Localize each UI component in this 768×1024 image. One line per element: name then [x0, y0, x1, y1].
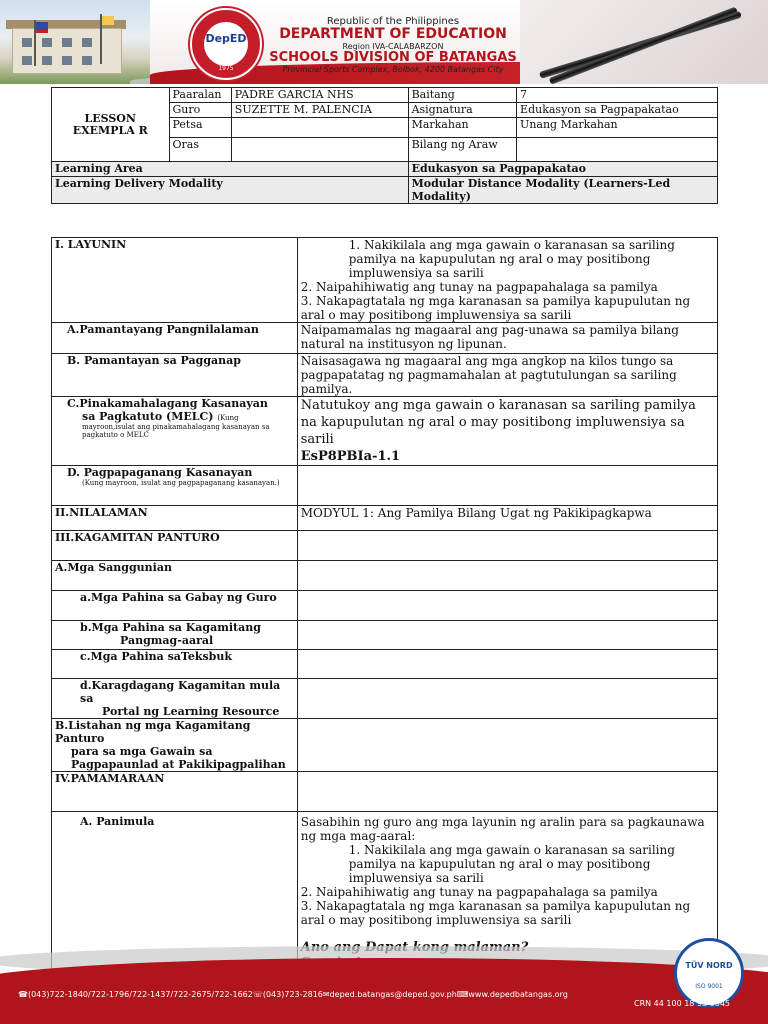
letterhead [0, 0, 768, 84]
division-address: Provincial Sports Complex, Bolbok, 4200 Batangas City [282, 65, 504, 74]
fountain-pen-image [520, 0, 768, 84]
petsa-label: Petsa [169, 118, 231, 138]
oras-value [231, 138, 408, 162]
school-building-photo [0, 0, 150, 84]
karagdagang-kagamitan-value [297, 679, 717, 719]
kagamitang-pangmag-aaral-label: b.Mga Pahina sa Kagamitang Pangmag-aaral [52, 621, 298, 650]
bilang-ng-araw-label: Bilang ng Araw [408, 138, 516, 162]
teksbuk-label: c.Mga Pahina saTeksbuk [52, 650, 298, 679]
asignatura-value: Edukasyon sa Pagpapakatao [517, 103, 718, 118]
markahan-label: Markahan [408, 118, 516, 138]
pamamaraan-value [297, 772, 717, 812]
modality-value: Modular Distance Modality (Learners-Led Modality) [408, 177, 717, 204]
karagdagang-kagamitan-label: d.Karagdagang Kagamitan mula sa Portal ng Learning Resource [52, 679, 298, 719]
pagpapaganang-kasanayan-label: D. Pagpapaganang Kasanayan (Kung mayroon, isulat ang pagpapaganang kasanayan.) [52, 466, 298, 506]
guro-value: SUZETTE M. PALENCIA [231, 103, 408, 118]
lesson-exemplar-title: LESSON EXEMPLA R [52, 88, 170, 162]
tuv-nord-iso-seal-icon: TÜV NORD ISO 9001 [674, 938, 744, 1008]
asignatura-label: Asignatura [408, 103, 516, 118]
modality-label: Learning Delivery Modality [52, 177, 409, 204]
listahan-kagamitang-panturo-value [297, 719, 717, 772]
department-title: DEPARTMENT OF EDUCATION [279, 26, 507, 42]
panimula-label: A. Panimula [52, 812, 298, 970]
bilang-ng-araw-value [517, 138, 718, 162]
baitang-value: 7 [517, 88, 718, 103]
vatican-flag-icon [100, 14, 102, 64]
gabay-ng-guro-value [297, 591, 717, 621]
oras-label: Oras [169, 138, 231, 162]
lesson-plan-table [51, 237, 718, 970]
mga-sanggunian-value [297, 561, 717, 591]
melc-label: C.Pinakamahalagang Kasanayan sa Pagkatuto (MELC) (Kung mayroon,isulat ang pinakamahalagang kasanayan sa pagkatuto o MELC [52, 397, 298, 466]
letterhead-text [268, 16, 518, 74]
teksbuk-value [297, 650, 717, 679]
paaralan-label: Paaralan [169, 88, 231, 103]
region-label: Region IVA-CALABARZON [342, 42, 444, 51]
pamantayang-pangnilalaman-label: A.Pamantayang Pangnilalaman [52, 323, 298, 354]
panimula-content: Sasabihin ng guro ang mga layunin ng aralin para sa pagkaunawa ng mga mag-aaral: 1. Nakikilala ang mga gawain o karanasan sa sariling pamilya na kapupulutan ng aral o may positibong impluwensiya sa sarili 2. Naipahihiwatig ang tunay na pagpapahalaga sa pamilya 3. Nakapagtatala ng mga karanasan sa pamilya kapupulutan ng aral o may positibong impluwensiya sa sarili [297, 812, 717, 970]
contact-info: ☎(043)722-1840/722-1796/722-1437/722-2675/722-1662☏(043)723-2816✉deped.batangas@deped.gov.ph⌨www.depedbatangas.org [18, 990, 568, 999]
nilalaman-label: II.NILALAMAN [52, 506, 298, 531]
listahan-kagamitang-panturo-label: B.Listahan ng mga Kagamitang Panturo para sa mga Gawain sa Pagpapaunlad at Pakikipagpalihan [52, 719, 298, 772]
letterhead-footer [0, 934, 768, 1024]
lesson-info-table [51, 87, 718, 204]
paaralan-value: PADRE GARCIA NHS [231, 88, 408, 103]
pamantayang-pangnilalaman-value: Naipamamalas ng magaaral ang pag-unawa sa pamilya bilang natural na institusyon ng lipunan. [297, 323, 717, 354]
nilalaman-value: MODYUL 1: Ang Pamilya Bilang Ugat ng Pakikipagkapwa [297, 506, 717, 531]
markahan-value: Unang Markahan [517, 118, 718, 138]
pamantayan-sa-pagganap-label: B. Pamantayan sa Pagganap [52, 354, 298, 397]
deped-seal-logo: DepED 1975 [190, 8, 262, 80]
pagpapaganang-kasanayan-value [297, 466, 717, 506]
philippine-flag-icon [34, 20, 36, 66]
melc-value: Natutukoy ang mga gawain o karanasan sa sariling pamilya na kapupulutan ng aral o may positibong impluwensiya sa sarili EsP8PBIa-1.1 [297, 397, 717, 466]
kagamitang-pangmag-aaral-value [297, 621, 717, 650]
melc-code: EsP8PBIa-1.1 [300, 449, 401, 464]
learning-area-label: Learning Area [52, 162, 409, 177]
pamamaraan-label: IV.PAMAMARAAN [52, 772, 298, 812]
learning-area-value: Edukasyon sa Pagpapakatao [408, 162, 717, 177]
pamantayan-sa-pagganap-value: Naisasagawa ng magaaral ang mga angkop na kilos tungo sa pagpapatatag ng pagmamahalan at pagtutulungan sa sariling pamilya. [297, 354, 717, 397]
baitang-label: Baitang [408, 88, 516, 103]
mga-sanggunian-label: A.Mga Sanggunian [52, 561, 298, 591]
guro-label: Guro [169, 103, 231, 118]
petsa-value [231, 118, 408, 138]
republic-label: Republic of the Philippines [326, 16, 460, 27]
layunin-content: 1. Nakikilala ang mga gawain o karanasan sa sariling pamilya na kapupulutan ng aral o may positibong impluwensiya sa sarili 2. Naipahihiwatig ang tunay na pagpapahalaga sa pamilya 3. Nakapagtatala ng mga karanasan sa pamilya kapupulutan ng aral o may positibong impluwensiya sa sarili [297, 238, 717, 323]
division-title: SCHOOLS DIVISION OF BATANGAS [269, 50, 517, 65]
kagamitan-panturo-label: III.KAGAMITAN PANTURO [52, 531, 298, 561]
kagamitan-panturo-value [297, 531, 717, 561]
layunin-label: I. LAYUNIN [52, 238, 298, 323]
crn-number: CRN 44 100 18 93 0045 [634, 999, 731, 1008]
gabay-ng-guro-label: a.Mga Pahina sa Gabay ng Guro [52, 591, 298, 621]
